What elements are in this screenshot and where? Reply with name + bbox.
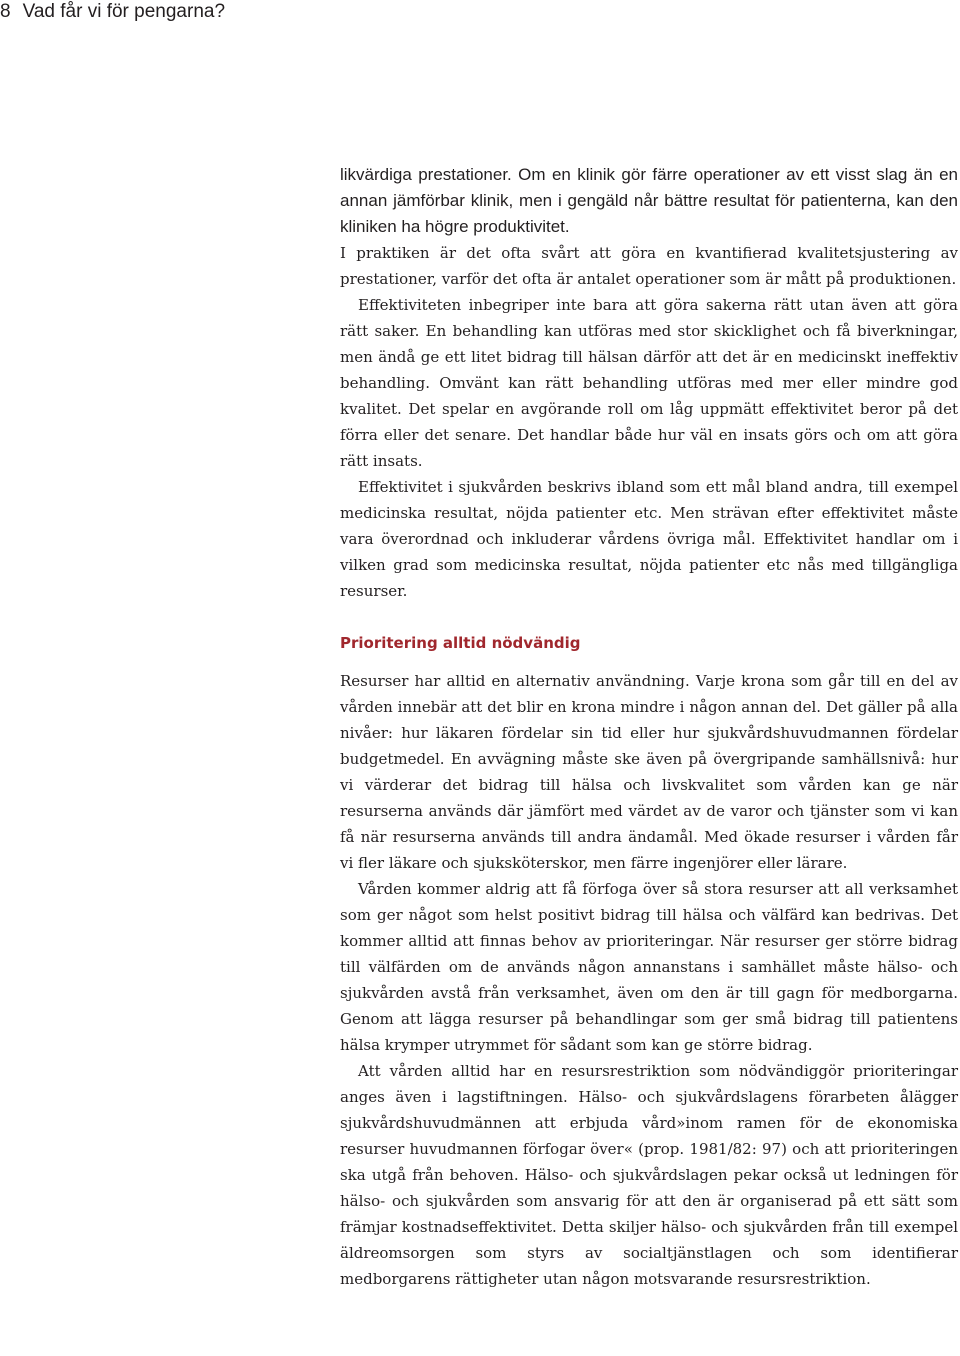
section-heading: Prioritering alltid nödvändig (340, 634, 581, 652)
body-text-column (340, 162, 958, 1292)
body-paragraph: Att vården alltid har en resursrestriktion som nödvändiggör prioriteringar anges även i lagstiftningen. Hälso- och sjukvårdslagens förarbeten ålägger sjukvårdshuvudmännen att erbjuda vård»inom ramen för de ekonomiska resurser huvudmannen förfogar över« (prop. 1981/82: 97) och att prioriteringen ska utgå från behoven. Hälso- och sjukvårdslagen pekar också ut ledningen för hälso- och sjukvården som ansvarig för att den är organiserad på ett sätt som främjar kostnadseffektivitet. Detta skiljer hälso- och sjukvården från till exempel äldreomsorgen som styrs av socialtjänstlagen och som identifierar medborgarens rättigheter utan någon motsvarande resursrestriktion. (340, 1062, 958, 1288)
body-paragraph: likvärdiga prestationer. Om en klinik gör färre operationer av ett visst slag än en annan jämförbar klinik, men i gengäld når bättre resultat för patienterna, kan den kliniken ha högre produktivitet. (340, 165, 958, 236)
body-paragraph: Resurser har alltid en alternativ användning. Varje krona som går till en del av vården innebär att det blir en krona mindre i någon annan del. Det gäller på alla nivåer: hur läkaren fördelar sin tid eller hur sjukvårdshuvudmannen fördelar budgetmedel. En avvägning måste ske även på övergripande samhällsnivå: hur vi värderar det bidrag till hälsa och livskvalitet som vården kan ge när resurserna används där jämfört med värdet av de varor och tjänster som vi kan få när resurserna används till andra ändamål. Med ökade resurser i vården får vi fler läkare och sjuksköterskor, men färre ingenjörer eller lärare. (340, 672, 958, 872)
page-number: 8 (0, 1, 11, 22)
body-paragraph: Vården kommer aldrig att få förfoga över så stora resurser att all verksamhet som ger något som helst positivt bidrag till hälsa och välfärd kan bedrivas. Det kommer alltid att finnas behov av prioriteringar. När resurser ger större bidrag till välfärden om de används någon annanstans i samhället måste hälso- och sjukvården avstå från verksamhet, även om den är till gagn för medborgarna. Genom att lägga resurser på behandlingar som ger små bidrag till patientens hälsa krymper utrymmet för sådant som kan ge större bidrag. (340, 880, 958, 1054)
body-paragraph: Effektiviteten inbegriper inte bara att göra sakerna rätt utan även att göra rätt saker. En behandling kan utföras med stor skicklighet och få biverkningar, men ändå ge ett litet bidrag till hälsan därför att det är en medicinskt ineffektiv behandling. Omvänt kan rätt behandling utföras med mer eller mindre god kvalitet. Det spelar en avgörande roll om låg uppmätt effektivitet beror på det förra eller det senare. Det handlar både hur väl en insats görs och om att göra rätt insats. (340, 296, 958, 470)
body-paragraph: Effektivitet i sjukvården beskrivs ibland som ett mål bland andra, till exempel medicinska resultat, nöjda patienter etc. Men strävan efter effektivitet måste vara överordnad och inkluderar vårdens övriga mål. Effektivitet handlar om i vilken grad som medicinska resultat, nöjda patienter etc nås med tillgängliga resurser. (340, 478, 958, 600)
running-head (0, 0, 225, 24)
running-head-title: Vad får vi för pengarna? (22, 1, 226, 22)
body-paragraph: I praktiken är det ofta svårt att göra en kvantifierad kvalitetsjustering av prestationer, varför det ofta är antalet operationer som är mått på produktionen. (340, 244, 958, 288)
